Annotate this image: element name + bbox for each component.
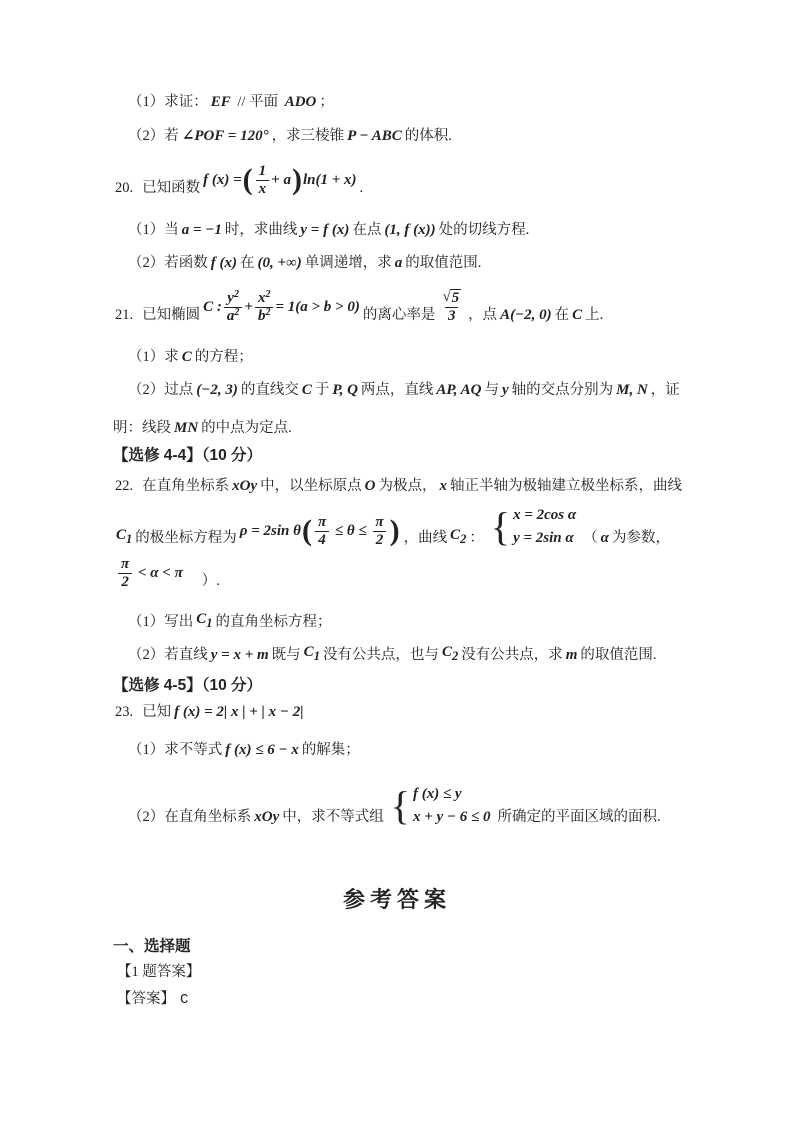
math-run: a = −1: [181, 222, 222, 238]
answer1-value-line: [117, 990, 188, 1010]
system-rows: [513, 504, 576, 549]
math-run: f (x) =: [203, 172, 242, 189]
text-run: ，曲线: [403, 530, 448, 547]
fraction: [315, 514, 329, 550]
system-rows: [413, 783, 491, 828]
text-run: 中，以坐标原点: [260, 478, 362, 495]
fraction: [255, 290, 274, 326]
text-run: （1）求证：: [128, 94, 208, 111]
section-title: 【选修 4-4】（10 分）: [113, 447, 263, 464]
section-44-heading: [113, 446, 262, 466]
math-run: x: [439, 478, 447, 494]
math-run: (−2, 3): [196, 382, 238, 398]
exponent: 2: [265, 307, 271, 319]
parametric-system: [487, 504, 580, 549]
q22-part2-line: [128, 643, 657, 666]
answer1-heading-line: [117, 963, 200, 983]
text-run: 明：线段: [113, 420, 171, 437]
q20-part2-line: [128, 254, 481, 274]
math-run: ≤ θ ≤: [331, 522, 371, 539]
math-run: xOy: [254, 809, 280, 826]
text-run: 于: [314, 382, 330, 399]
text-run: 的直角坐标方程；: [215, 614, 332, 631]
text-run: 的解集；: [301, 742, 360, 759]
numerator: 1: [258, 163, 267, 179]
denominator: x: [256, 180, 270, 198]
curve-c1-label: [116, 526, 132, 548]
exponent: 2: [233, 289, 239, 300]
math-run: + a: [271, 172, 291, 189]
text-run: ：: [469, 530, 484, 547]
left-paren: (: [242, 163, 253, 197]
subscript: 2: [460, 532, 467, 547]
q23-part1-line: [128, 741, 360, 761]
math-run: C: [301, 382, 312, 398]
text-run: 在: [554, 306, 570, 323]
text-run: （1）当: [128, 222, 179, 239]
text-run: 的中点为定点.: [201, 420, 292, 437]
numerator: π: [375, 513, 384, 530]
q19-part2-line: [128, 127, 452, 147]
text-run: ，求三棱锥: [271, 128, 345, 145]
math-run: y = f (x): [300, 222, 350, 238]
numerator: [224, 290, 242, 307]
formula-alpha-range: [116, 556, 183, 592]
math-run: m: [565, 646, 578, 663]
text-run: 上.: [585, 306, 604, 323]
math-run: a: [394, 255, 403, 271]
fraction: [372, 514, 386, 550]
curve-c1-label: [304, 643, 320, 665]
numerator: π: [317, 513, 327, 530]
text-run: 为参数，: [611, 530, 670, 547]
text-run: 在直角坐标系: [142, 478, 230, 495]
text-run: 中，求不等式组: [282, 809, 384, 826]
text-run: ，点: [468, 306, 498, 323]
answer-heading: 【1 题答案】: [117, 964, 201, 980]
q21-part2-continuation-line: [113, 419, 292, 439]
answers-section1-line: [113, 937, 191, 957]
denominator: 4: [315, 531, 329, 549]
math-run: f (x) = 2| x | + | x − 2|: [174, 704, 304, 720]
math-run: C :: [203, 299, 222, 316]
math-run: (1, f (x)): [384, 222, 436, 238]
sqrt-numerator: [440, 289, 463, 307]
equation-system: [491, 504, 576, 549]
math-run: C: [196, 611, 207, 627]
denominator: 3: [445, 307, 459, 325]
math-run: < α < π: [134, 565, 183, 582]
text-run: 所确定的平面区域的面积.: [497, 809, 661, 826]
math-run: C: [572, 306, 583, 323]
q22-part1-line: [128, 610, 332, 633]
denominator: 2: [373, 531, 387, 549]
text-run: 两点，直线: [360, 382, 434, 399]
numerator: [255, 290, 274, 307]
text-run: （2）若函数: [128, 255, 208, 272]
math-run: MN: [174, 420, 199, 436]
math-run: C: [450, 527, 461, 544]
fraction: [440, 289, 463, 326]
denominator: [224, 307, 243, 325]
q20-part1-line: [128, 221, 529, 241]
numerator: π: [121, 556, 130, 572]
math-run: y = x + m: [210, 646, 269, 663]
math-run: A(−2, 0): [500, 306, 552, 323]
question-number: 22.: [115, 478, 134, 495]
text-run: .: [359, 179, 364, 196]
denominator: 2: [118, 573, 132, 591]
left-brace: {: [490, 503, 511, 549]
curve-c2-label: [450, 526, 466, 548]
denominator: [255, 307, 274, 325]
text-run: 既与: [271, 647, 301, 664]
left-brace: {: [390, 782, 410, 828]
text-run: （1）写出: [128, 614, 194, 631]
subscript: 1: [206, 616, 213, 630]
text-run: 的离心率是: [362, 306, 436, 323]
formula-polar: [240, 514, 401, 550]
math-run: M, N: [616, 382, 648, 398]
math-run: AP, AQ: [436, 382, 482, 398]
right-paren: ): [291, 163, 302, 197]
text-run: 在: [240, 255, 255, 272]
q21-part1-line: [128, 348, 253, 368]
text-run: （2）过点: [128, 382, 194, 399]
text-run: （2）若: [128, 128, 179, 145]
math-run: P, Q: [332, 382, 358, 398]
math-run: C: [181, 349, 192, 365]
answer-label: 【答案】: [117, 991, 175, 1007]
math-run: C: [303, 644, 314, 660]
math-run: O: [364, 478, 376, 494]
math-run: = 1(a > b > 0): [275, 299, 360, 316]
right-paren: ): [389, 513, 400, 547]
question-number: 20.: [115, 179, 134, 196]
text-run: 的方程；: [194, 349, 253, 366]
q20-stem-line: [115, 163, 363, 199]
math-run: +: [244, 299, 253, 316]
equation-row: y = 2sin α: [513, 529, 574, 546]
math-run: x: [257, 290, 266, 306]
q22-line3: [113, 556, 220, 592]
section-title: 【选修 4-5】（10 分）: [113, 677, 263, 694]
equation-row: x = 2cos α: [513, 507, 577, 523]
math-run: y: [227, 290, 234, 306]
text-run: 单调递增，求: [304, 255, 392, 272]
section-45-heading: [113, 676, 262, 696]
equation-row: x + y − 6 ≤ 0: [412, 808, 491, 825]
formula-eccentricity: [438, 289, 465, 326]
math-run: α: [600, 530, 609, 547]
inequality-system: [387, 783, 495, 828]
left-paren: (: [301, 513, 312, 547]
question-number: 23.: [115, 704, 134, 721]
equation-system: [391, 783, 491, 828]
text-run: （1）求不等式: [128, 742, 223, 759]
formula-q20: [203, 163, 356, 199]
text-run: ，证: [650, 382, 680, 399]
text-run: ；: [319, 94, 334, 111]
answers-title: 参考答案: [342, 887, 451, 912]
math-run: (0, +∞): [257, 255, 302, 271]
q22-line2: [113, 504, 670, 549]
math-run: ADO: [284, 94, 317, 110]
math-run: P − ABC: [347, 128, 402, 144]
text-run: 处的切线方程.: [438, 222, 530, 239]
q21-part2-line: [128, 381, 680, 401]
math-run: EF: [210, 94, 231, 110]
exponent: 2: [234, 307, 240, 319]
math-run: C: [116, 527, 127, 544]
subscript: 2: [451, 649, 459, 663]
text-run: 轴的交点分别为: [511, 382, 614, 399]
question-number: 21.: [115, 306, 134, 323]
math-run: b: [257, 308, 266, 325]
q21-stem-line: [115, 289, 603, 326]
answers-title-line: [0, 886, 794, 915]
q19-part1-line: [128, 93, 334, 113]
math-run: a: [226, 308, 235, 325]
equation-row: f (x) ≤ y: [412, 786, 462, 802]
text-run: 轴正半轴为极轴建立极坐标系，曲线: [449, 478, 682, 495]
text-run: ）.: [201, 572, 220, 589]
text-run: 已知椭圆: [142, 306, 201, 323]
formula-ellipse: [203, 290, 360, 326]
fraction: [118, 556, 132, 592]
text-run: 的直线交: [240, 382, 299, 399]
text-run: （1）求: [128, 349, 179, 366]
subscript: 1: [126, 532, 133, 547]
math-run: y: [501, 382, 509, 398]
q22-line1: [115, 477, 682, 497]
text-run: 的体积.: [404, 128, 452, 145]
text-run: 没有公共点，求: [461, 647, 563, 664]
math-run: C: [441, 644, 452, 660]
math-run: ρ = 2sin θ: [239, 522, 301, 539]
math-run: f (x): [210, 255, 237, 271]
text-run: 的取值范围.: [405, 255, 482, 272]
text-run: 与: [484, 382, 499, 399]
answer-value: C: [180, 991, 189, 1008]
subscript: 1: [313, 649, 320, 663]
math-run: ∠POF = 120°: [181, 128, 269, 144]
q23-stem-line: [115, 703, 307, 723]
text-run: // 平面: [233, 94, 282, 111]
text-run: 的取值范围.: [580, 647, 657, 664]
q23-part2-line: [128, 783, 661, 828]
text-run: 已知函数: [142, 179, 201, 196]
text-run: （2）若直线: [128, 647, 208, 664]
radical-sign: √: [442, 289, 451, 305]
radicand: 5: [451, 290, 460, 306]
math-run: f (x) ≤ 6 − x: [225, 742, 299, 758]
fraction: [256, 163, 270, 199]
text-run: 在点: [352, 222, 382, 239]
text-run: 为极点，: [378, 478, 437, 495]
math-run: ln(1 + x): [302, 172, 357, 189]
text-run: 时，求曲线: [224, 222, 298, 239]
text-run: （2）在直角坐标系: [128, 809, 252, 826]
fraction: [224, 290, 243, 326]
exponent: 2: [265, 289, 271, 300]
curve-c1-label: [196, 610, 212, 632]
curve-c2-label: [442, 643, 458, 665]
text-run: 的极坐标方程为: [135, 530, 237, 547]
text-run: （: [583, 530, 598, 547]
section-title: 一、选择题: [113, 938, 191, 955]
math-run: xOy: [232, 478, 258, 494]
text-run: 没有公共点，也与: [322, 647, 439, 664]
text-run: 已知: [142, 704, 172, 721]
